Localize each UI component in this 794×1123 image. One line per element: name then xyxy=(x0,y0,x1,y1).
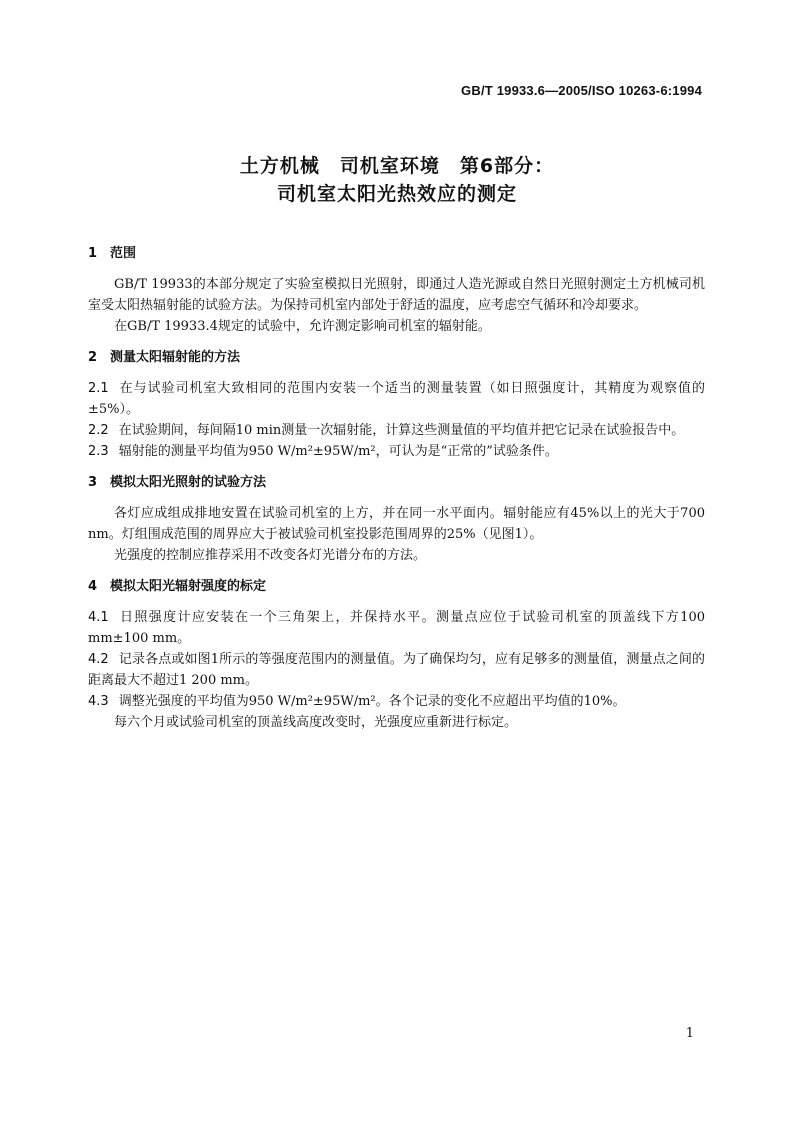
section-1-paragraph-2: 在GB/T 19933.4规定的试验中，允许测定影响司机室的辐射能。 xyxy=(114,319,491,334)
clause-number: 2.3 xyxy=(88,444,109,459)
section-1-heading xyxy=(88,243,705,264)
clause-text: 日照强度计应安装在一个三角架上，并保持水平。测量点应位于试验司机室的顶盖线下方100 mm±100 mm。 xyxy=(88,610,705,646)
section-title: 模拟太阳光照射的试验方法 xyxy=(110,475,267,490)
document-title xyxy=(0,152,794,208)
title-line-2: 司机室太阳光热效应的测定 xyxy=(276,183,517,205)
section-number: 4 xyxy=(88,579,98,594)
clause-2-2 xyxy=(88,420,705,441)
section-title: 模拟太阳光辐射强度的标定 xyxy=(110,579,267,594)
section-number: 3 xyxy=(88,475,98,490)
clause-2-1 xyxy=(88,378,705,420)
section-number: 1 xyxy=(88,246,98,261)
clause-number: 2.1 xyxy=(88,381,109,396)
section-4-paragraph-1: 每六个月或试验司机室的顶盖线高度改变时，光强度应重新进行标定。 xyxy=(114,715,518,730)
section-3-paragraph-1: 各灯应成组成排地安置在试验司机室的上方，并在同一水平面内。辐射能应有45%以上的光大于700 nm。灯组围成范围的周界应大于被试验司机室投影范围周界的25%（见图1）。 xyxy=(88,506,705,542)
section-number: 2 xyxy=(88,350,98,365)
clause-text: 记录各点或如图1所示的等强度范围内的测量值。为了确保均匀，应有足够多的测量值，测量点之间的距离最大不超过1 200 mm。 xyxy=(88,652,705,688)
clause-4-1 xyxy=(88,607,705,649)
section-3-paragraph-2: 光强度的控制应推荐采用不改变各灯光谱分布的方法。 xyxy=(114,548,427,563)
document-body xyxy=(88,243,705,733)
section-3-heading xyxy=(88,472,705,493)
standard-code: GB/T 19933.6—2005/ISO 10263-6:1994 xyxy=(461,83,702,98)
clause-number: 4.3 xyxy=(88,694,109,709)
section-4-heading xyxy=(88,576,705,597)
clause-text: 辐射能的测量平均值为950 W/m²±95W/m²，可认为是“正常的”试验条件。 xyxy=(118,444,558,459)
clause-number: 4.1 xyxy=(88,610,109,625)
clause-number: 2.2 xyxy=(88,423,109,438)
section-1-paragraph-1: GB/T 19933的本部分规定了实验室模拟日光照射，即通过人造光源或自然日光照射测定土方机械司机室受太阳热辐射能的试验方法。为保持司机室内部处于舒适的温度，应考虑空气循环和冷却要求。 xyxy=(88,277,705,313)
clause-text: 在试验期间，每间隔10 min测量一次辐射能，计算这些测量值的平均值并把它记录在试验报告中。 xyxy=(118,423,685,438)
clause-text: 在与试验司机室大致相同的范围内安装一个适当的测量装置（如日照强度计，其精度为观察值的±5%）。 xyxy=(88,381,705,417)
page-number: 1 xyxy=(685,1026,694,1041)
clause-number: 4.2 xyxy=(88,652,109,667)
clause-4-2 xyxy=(88,649,705,691)
clause-2-3 xyxy=(88,441,705,462)
clause-4-3 xyxy=(88,691,705,712)
clause-text: 调整光强度的平均值为950 W/m²±95W/m²。各个记录的变化不应超出平均值的10%。 xyxy=(118,694,626,709)
section-title: 测量太阳辐射能的方法 xyxy=(110,350,241,365)
section-title: 范围 xyxy=(110,246,137,261)
section-2-heading xyxy=(88,347,705,368)
title-line-1: 土方机械 司机室环境 第6部分： xyxy=(239,155,555,177)
